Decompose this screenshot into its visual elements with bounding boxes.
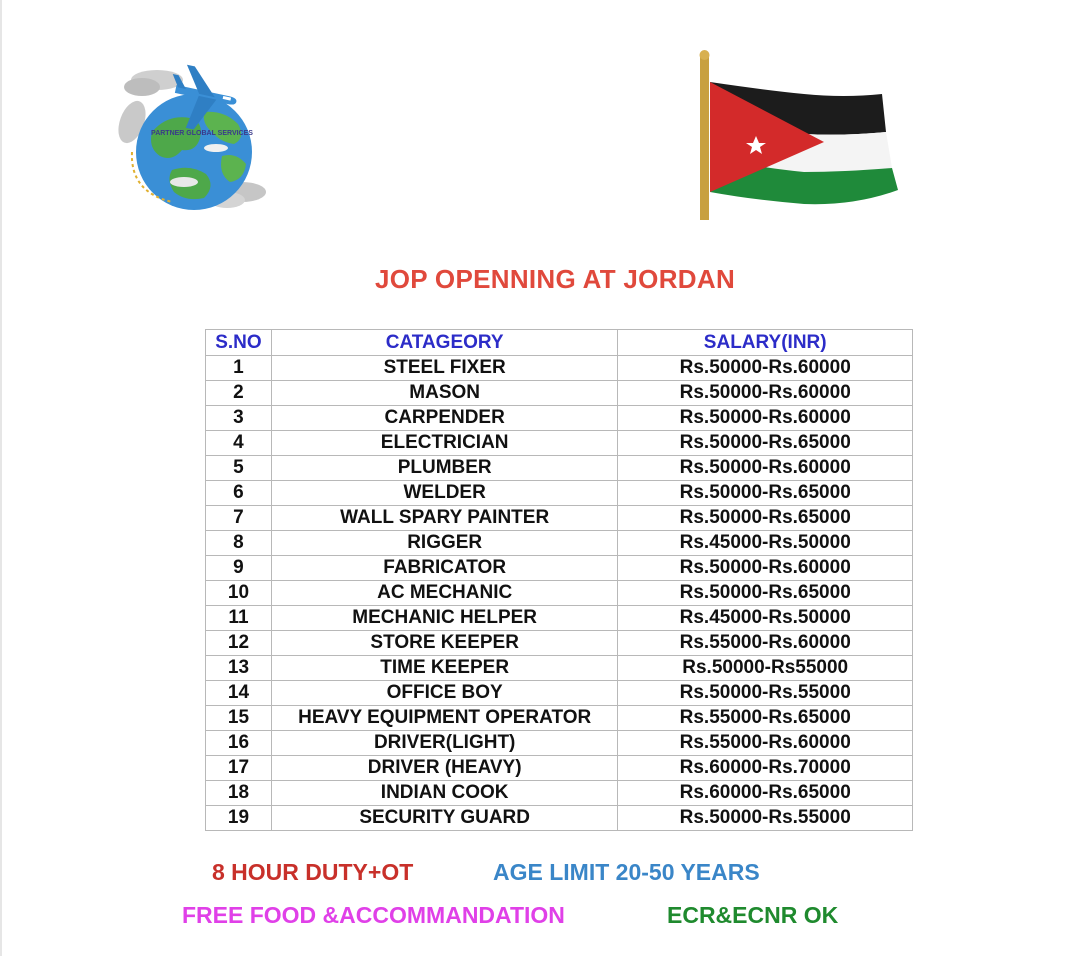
cell-salary: Rs.50000-Rs.55000 (618, 681, 913, 706)
cell-category: MASON (271, 381, 617, 406)
table-row (206, 481, 913, 506)
table-row (206, 431, 913, 456)
jordan-flag (694, 50, 904, 222)
cell-sno: 2 (206, 381, 272, 406)
cell-salary: Rs.50000-Rs55000 (618, 656, 913, 681)
cell-sno: 8 (206, 531, 272, 556)
table-row (206, 681, 913, 706)
cell-salary: Rs.55000-Rs.60000 (618, 731, 913, 756)
cell-category: STORE KEEPER (271, 631, 617, 656)
cell-salary: Rs.50000-Rs.60000 (618, 406, 913, 431)
cell-sno: 10 (206, 581, 272, 606)
cell-sno: 1 (206, 356, 272, 381)
cell-sno: 3 (206, 406, 272, 431)
cell-sno: 9 (206, 556, 272, 581)
age-limit-note: AGE LIMIT 20-50 YEARS (493, 859, 760, 885)
globe-airplane-logo (112, 52, 282, 212)
cell-salary: Rs.60000-Rs.70000 (618, 756, 913, 781)
cell-salary: Rs.50000-Rs.55000 (618, 806, 913, 831)
cell-sno: 14 (206, 681, 272, 706)
table-row (206, 631, 913, 656)
cell-salary: Rs.50000-Rs.60000 (618, 356, 913, 381)
cell-sno: 18 (206, 781, 272, 806)
cell-sno: 19 (206, 806, 272, 831)
table-row (206, 756, 913, 781)
cell-sno: 12 (206, 631, 272, 656)
table-row (206, 731, 913, 756)
cell-salary: Rs.50000-Rs.60000 (618, 556, 913, 581)
table-row (206, 456, 913, 481)
ecr-note: ECR&ECNR OK (667, 902, 839, 928)
table-row (206, 781, 913, 806)
column-header-category: CATAGEORY (271, 330, 617, 356)
table-row (206, 381, 913, 406)
cell-category: TIME KEEPER (271, 656, 617, 681)
table-row (206, 581, 913, 606)
food-accommodation-note: FREE FOOD &ACCOMMANDATION (182, 902, 565, 928)
cell-salary: Rs.50000-Rs.60000 (618, 456, 913, 481)
cell-sno: 7 (206, 506, 272, 531)
cell-sno: 15 (206, 706, 272, 731)
cell-category: WELDER (271, 481, 617, 506)
job-openings-table (205, 329, 913, 831)
cell-salary: Rs.55000-Rs.65000 (618, 706, 913, 731)
cell-salary: Rs.45000-Rs.50000 (618, 531, 913, 556)
table-row (206, 506, 913, 531)
cell-category: PLUMBER (271, 456, 617, 481)
cell-salary: Rs.45000-Rs.50000 (618, 606, 913, 631)
cell-sno: 17 (206, 756, 272, 781)
cell-category: ELECTRICIAN (271, 431, 617, 456)
table-row (206, 531, 913, 556)
table-row (206, 606, 913, 631)
cell-category: OFFICE BOY (271, 681, 617, 706)
cell-sno: 5 (206, 456, 272, 481)
cell-sno: 16 (206, 731, 272, 756)
cell-category: RIGGER (271, 531, 617, 556)
cell-category: STEEL FIXER (271, 356, 617, 381)
cell-category: MECHANIC HELPER (271, 606, 617, 631)
table-row (206, 806, 913, 831)
cell-salary: Rs.60000-Rs.65000 (618, 781, 913, 806)
cell-salary: Rs.50000-Rs.65000 (618, 481, 913, 506)
cell-category: DRIVER (HEAVY) (271, 756, 617, 781)
cell-category: WALL SPARY PAINTER (271, 506, 617, 531)
svg-text:PARTNER GLOBAL SERVICES: PARTNER GLOBAL SERVICES (151, 130, 253, 137)
cell-salary: Rs.50000-Rs.65000 (618, 431, 913, 456)
cell-category: INDIAN COOK (271, 781, 617, 806)
cell-category: AC MECHANIC (271, 581, 617, 606)
table-row (206, 656, 913, 681)
cell-category: FABRICATOR (271, 556, 617, 581)
cell-salary: Rs.50000-Rs.60000 (618, 381, 913, 406)
page-title: JOP OPENNING AT JORDAN (374, 264, 736, 294)
table-row (206, 556, 913, 581)
cell-sno: 11 (206, 606, 272, 631)
table-row (206, 356, 913, 381)
cell-category: HEAVY EQUIPMENT OPERATOR (271, 706, 617, 731)
table-header-row (206, 330, 913, 356)
table-row (206, 406, 913, 431)
cell-category: DRIVER(LIGHT) (271, 731, 617, 756)
table-row (206, 706, 913, 731)
job-rows (206, 356, 913, 831)
cell-sno: 13 (206, 656, 272, 681)
cell-salary: Rs.50000-Rs.65000 (618, 581, 913, 606)
column-header-sno: S.NO (206, 330, 272, 356)
duty-note: 8 HOUR DUTY+OT (212, 859, 414, 885)
cell-sno: 6 (206, 481, 272, 506)
cell-salary: Rs.55000-Rs.60000 (618, 631, 913, 656)
cell-salary: Rs.50000-Rs.65000 (618, 506, 913, 531)
column-header-salary: SALARY(INR) (618, 330, 913, 356)
cell-category: SECURITY GUARD (271, 806, 617, 831)
cell-category: CARPENDER (271, 406, 617, 431)
cell-sno: 4 (206, 431, 272, 456)
